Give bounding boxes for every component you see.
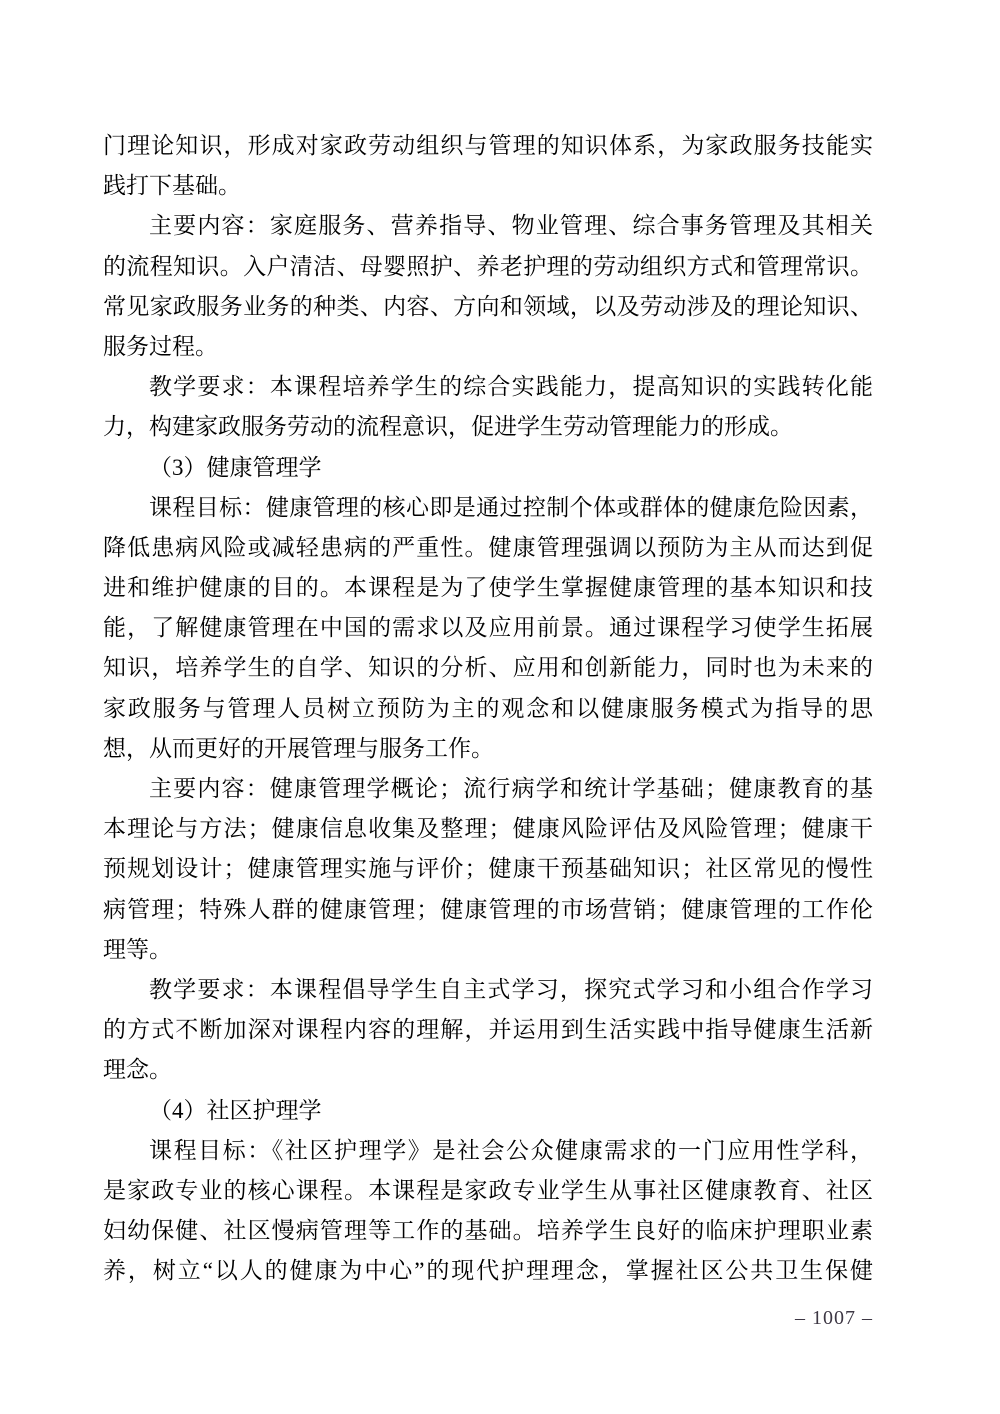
text-line: 预规划设计；健康管理实施与评价；健康干预基础知识；社区常见的慢性	[103, 856, 873, 882]
text-line: 主要内容：健康管理学概论；流行病学和统计学基础；健康教育的基	[149, 776, 873, 801]
text-line: 妇幼保健、社区慢病管理等工作的基础。培养学生良好的临床护理职业素	[103, 1218, 873, 1244]
text-line: 降低患病风险或减轻患病的严重性。健康管理强调以预防为主从而达到促	[103, 534, 873, 560]
text-line: 想，从而更好的开展管理与服务工作。	[103, 735, 494, 761]
page-number: – 1007 –	[795, 1307, 873, 1329]
text-line: 进和维护健康的目的。本课程是为了使学生掌握健康管理的基本知识和技	[103, 575, 873, 601]
document-body	[103, 126, 873, 1291]
text-line: 养，树立“以人的健康为中心”的现代护理理念，掌握社区公共卫生保健	[103, 1258, 873, 1284]
text-line: （4）社区护理学	[149, 1097, 322, 1123]
text-line: 服务过程。	[103, 333, 218, 359]
text-line: 教学要求：本课程培养学生的综合实践能力，提高知识的实践转化能	[149, 374, 873, 400]
text-line: 是家政专业的核心课程。本课程是家政专业学生从事社区健康教育、社区	[103, 1177, 873, 1203]
text-line: 课程目标：《社区护理学》是社会公众健康需求的一门应用性学科，	[149, 1137, 873, 1163]
text-line: 病管理；特殊人群的健康管理；健康管理的市场营销；健康管理的工作伦	[103, 896, 873, 922]
text-line: 门理论知识，形成对家政劳动组织与管理的知识体系，为家政服务技能实	[103, 133, 873, 158]
text-line: 的方式不断加深对课程内容的理解，并运用到生活实践中指导健康生活新	[103, 1017, 873, 1043]
text-line: 理念。	[103, 1057, 172, 1083]
text-line: 教学要求：本课程倡导学生自主式学习，探究式学习和小组合作学习	[149, 976, 873, 1002]
text-line: 力，构建家政服务劳动的流程意识，促进学生劳动管理能力的形成。	[103, 414, 793, 440]
text-line: 理等。	[103, 936, 172, 962]
text-line: 能，了解健康管理在中国的需求以及应用前景。通过课程学习使学生拓展	[103, 615, 873, 641]
text-line: 主要内容：家庭服务、营养指导、物业管理、综合事务管理及其相关	[149, 213, 873, 239]
text-line: 知识，培养学生的自学、知识的分析、应用和创新能力，同时也为未来的	[103, 655, 873, 681]
text-line: 践打下基础。	[103, 173, 241, 199]
text-line: 本理论与方法；健康信息收集及整理；健康风险评估及风险管理；健康干	[103, 816, 873, 842]
text-line: 常见家政服务业务的种类、内容、方向和领域，以及劳动涉及的理论知识、	[103, 293, 873, 319]
text-line: 家政服务与管理人员树立预防为主的观念和以健康服务模式为指导的思	[103, 695, 873, 721]
text-line: 课程目标：健康管理的核心即是通过控制个体或群体的健康危险因素，	[149, 494, 873, 520]
text-line: （3）健康管理学	[149, 454, 322, 480]
text-line: 的流程知识。入户清洁、母婴照护、养老护理的劳动组织方式和管理常识。	[103, 253, 873, 279]
